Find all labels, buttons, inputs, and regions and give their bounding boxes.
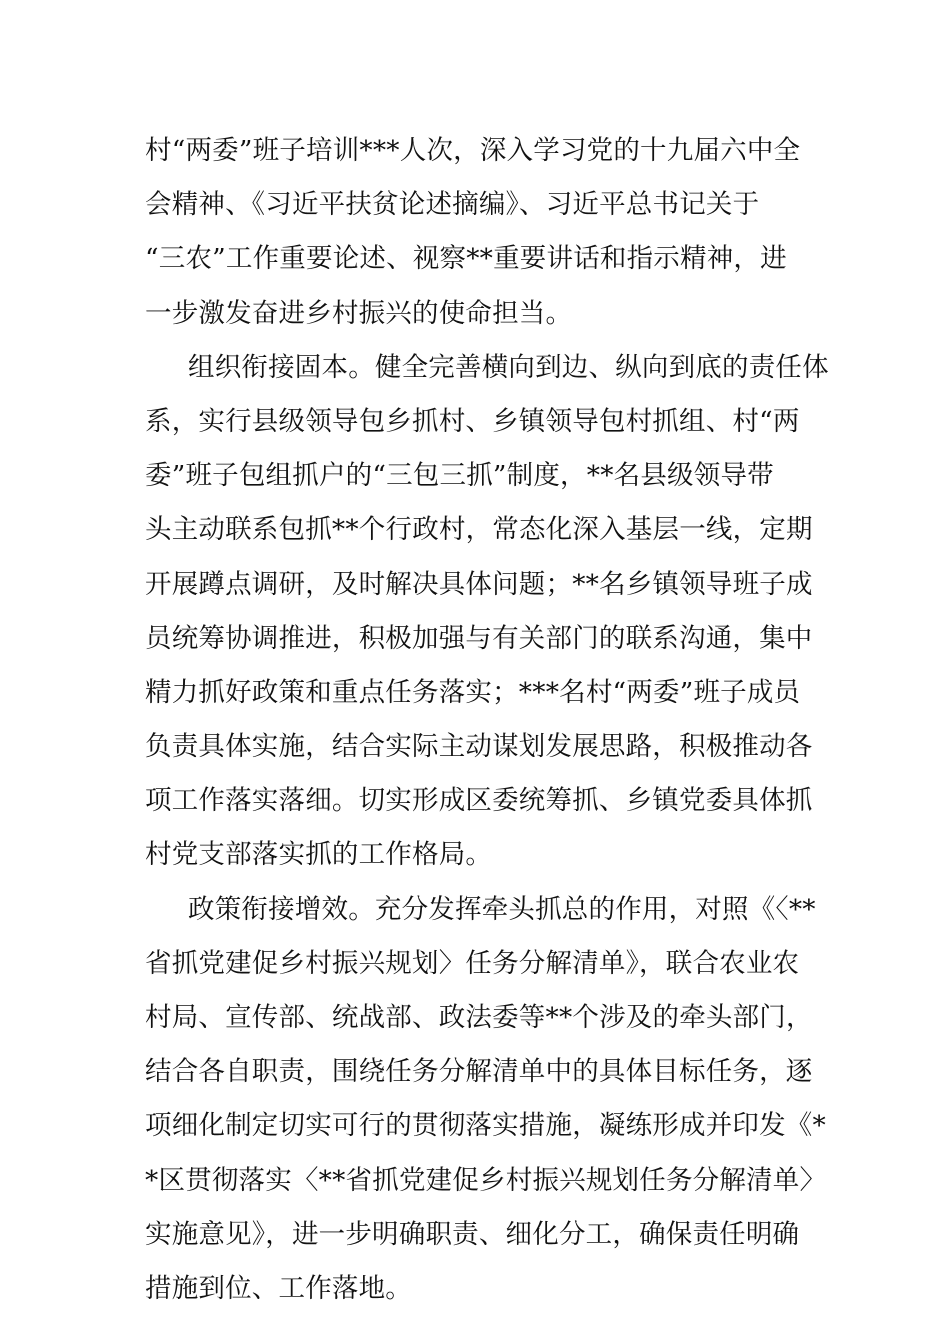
text-line: 村党支部落实抓的工作格局。: [145, 839, 493, 871]
text-line: 项细化制定切实可行的贯彻落实措施，凝练形成并印发《*: [145, 1110, 826, 1142]
text-line: 精力抓好政策和重点任务落实；***名村“两委”班子成员: [145, 676, 801, 708]
text-line: 一步激发奋进乡村振兴的使命担当。: [145, 297, 573, 329]
text-line: 政策衔接增效。充分发挥牵头抓总的作用，对照《〈**: [188, 893, 816, 925]
text-line: 负责具体实施，结合实际主动谋划发展思路，积极推动各: [145, 731, 813, 763]
text-line: 头主动联系包抓**个行政村，常态化深入基层一线，定期: [145, 514, 813, 546]
text-line: 委”班子包组抓户的“三包三抓”制度，**名县级领导带: [145, 460, 774, 492]
text-line: *区贯彻落实〈**省抓党建促乡村振兴规划任务分解清单〉: [145, 1164, 827, 1196]
text-line: 村“两委”班子培训***人次，深入学习党的十九届六中全: [145, 135, 801, 166]
text-line: 实施意见》，进一步明确职责、细化分工，确保责任明确: [145, 1218, 800, 1250]
text-line: 省抓党建促乡村振兴规划〉任务分解清单》，联合农业农: [145, 947, 800, 979]
text-line: 会精神、《习近平扶贫论述摘编》、习近平总书记关于: [145, 189, 760, 221]
paragraph-organization: [145, 341, 829, 883]
document-body: [145, 124, 829, 1316]
text-line: 员统筹协调推进，积极加强与有关部门的联系沟通，集中: [145, 622, 813, 654]
text-line: “三农”工作重要论述、视察**重要讲话和指示精神，进: [145, 243, 787, 275]
text-line: 村局、宣传部、统战部、政法委等**个涉及的牵头部门，: [145, 1002, 813, 1033]
text-line: 措施到位、工作落地。: [145, 1272, 412, 1304]
text-line: 开展蹲点调研，及时解决具体问题；**名乡镇领导班子成: [145, 568, 813, 600]
paragraph-policy: [145, 883, 827, 1317]
text-line: 系，实行县级领导包乡抓村、乡镇领导包村抓组、村“两: [145, 405, 800, 437]
text-line: 组织衔接固本。健全完善横向到边、纵向到底的责任体: [188, 351, 829, 383]
text-line: 结合各自职责，围绕任务分解清单中的具体目标任务，逐: [145, 1056, 813, 1088]
text-line: 项工作落实落细。切实形成区委统筹抓、乡镇党委具体抓: [145, 785, 813, 817]
paragraph-training: [145, 124, 815, 341]
